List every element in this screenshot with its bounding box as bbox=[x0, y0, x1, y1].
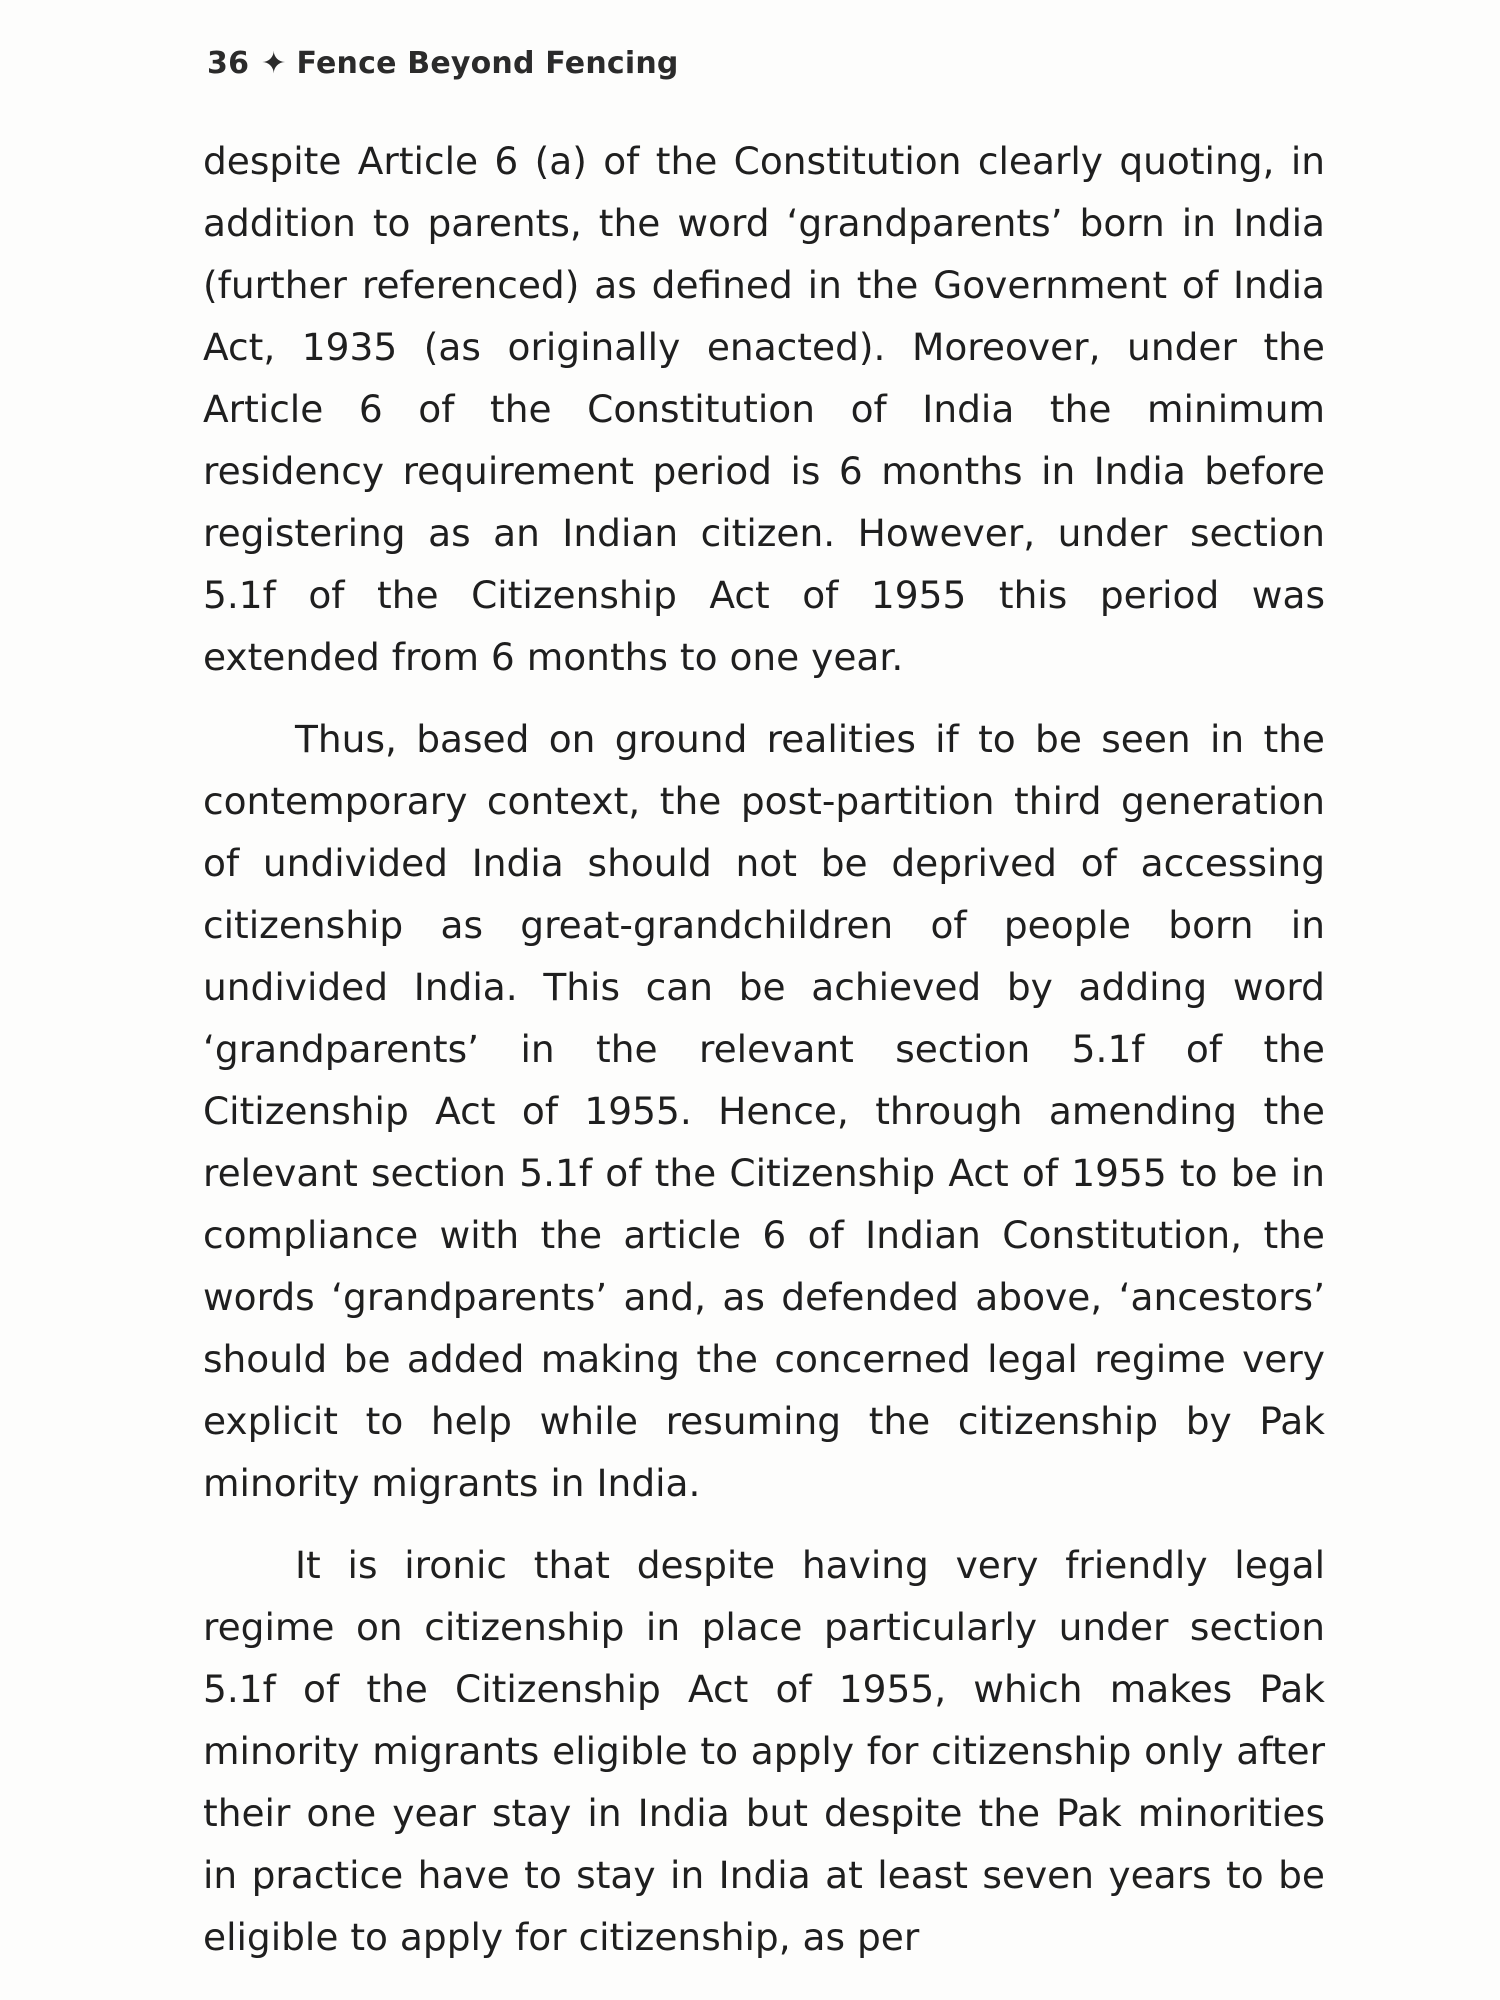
body-text bbox=[203, 130, 1325, 1968]
book-title: Fence Beyond Fencing bbox=[296, 46, 679, 81]
star-separator-icon: ✦ bbox=[261, 46, 287, 81]
running-header bbox=[207, 46, 679, 81]
paragraph-2: Thus, based on ground realities if to be seen in the contemporary context, the post-partition third generation of undivided India should not be deprived of accessing citizenship as great-grandchildren of people born in undivided India. This can be achieved by adding word ‘grandparents’ in the relevant section 5.1f of the Citizenship Act of 1955. Hence, through amending the relevant section 5.1f of the Citizenship Act of 1955 to be in compliance with the article 6 of Indian Constitution, the words ‘grandparents’ and, as defended above, ‘ancestors’ should be added making the concerned legal regime very explicit to help while resuming the citizenship by Pak minority migrants in India. bbox=[203, 717, 1325, 1505]
page-number: 36 bbox=[207, 46, 250, 81]
paragraph-3: It is ironic that despite having very friendly legal regime on citizenship in place particularly under section 5.1f of the Citizenship Act of 1955, which makes Pak minority migrants eligible to apply for citizenship only after their one year stay in India but despite the Pak minorities in practice have to stay in India at least seven years to be eligible to apply for citizenship, as per bbox=[203, 1543, 1325, 1959]
paragraph-1: despite Article 6 (a) of the Constitution clearly quoting, in addition to parents, the word ‘grandparents’ born in India (further referenced) as defined in the Government of India Act, 1935 (as originally enacted). Moreover, under the Article 6 of the Constitution of India the minimum residency requirement period is 6 months in India before registering as an Indian citizen. However, under section 5.1f of the Citizenship Act of 1955 this period was extended from 6 months to one year. bbox=[203, 139, 1325, 679]
